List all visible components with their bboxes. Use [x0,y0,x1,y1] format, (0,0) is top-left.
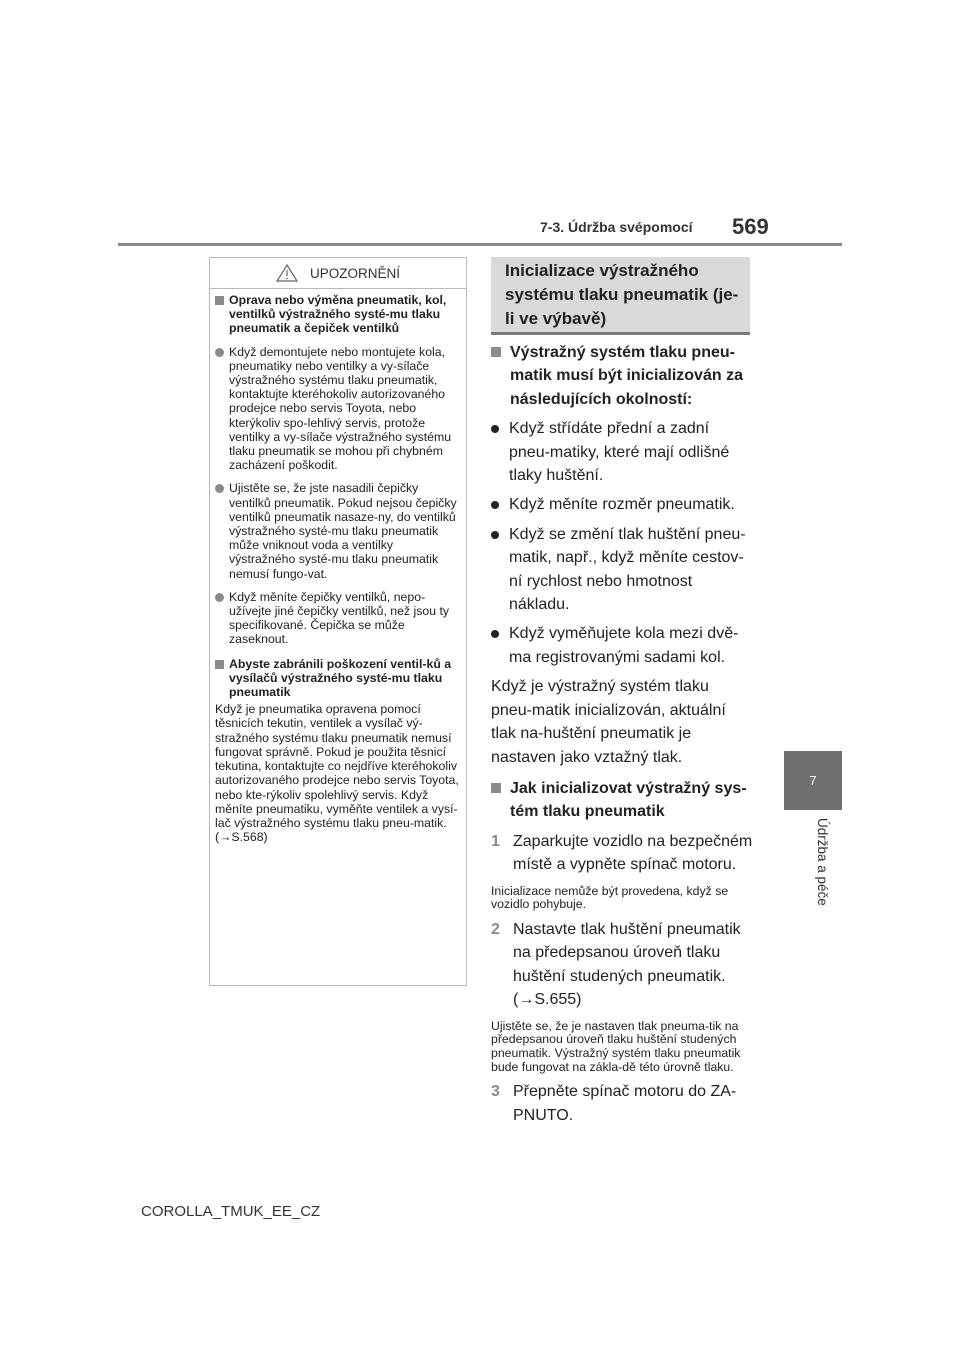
step-item: 2 Nastavte tlak huštění pneumatik na předepsanou úroveň tlaku huštění studených pneumatik. (→S.655) [491,918,753,1012]
step-item: 1 Zaparkujte vozidlo na bezpečném místě a vypněte spínač motoru. [491,830,753,877]
warning-triangle-icon [276,264,298,282]
section-heading: Inicializace výstražného systému tlaku pneumatik (je-li ve výbavě) [491,257,750,335]
chapter-number: 7 [809,773,817,788]
step-number: 1 [491,832,500,850]
circle-bullet-icon [215,348,224,357]
list-item: Když měníte rozměr pneumatik. [491,493,753,516]
warning-bullet: Když měníte čepičky ventilků, nepo-užívejte jiné čepičky ventilků, než jsou ty specifikované. Čepička se může zaseknout. [215,590,462,647]
step-item: 3 Přepněte spínač motoru do ZA-PNUTO. [491,1080,753,1127]
warning-bullet: Když demontujete nebo montujete kola, pneumatiky nebo ventilky a vy-sílače výstražného systému tlaku pneumatik, kontaktujte kteréhokoliv autorizovaného prodejce nebo servis Toyota, nebo kterýkoliv spo-lehlivý servis, protože ventilky a vy-sílače výstražného systému tlaku pneumatik se mohou při chybném zacházení poškodit. [215,345,462,473]
warning-title: UPOZORNĚNÍ [309,265,400,281]
circle-bullet-icon [491,531,499,539]
warning-header [210,258,466,289]
circle-bullet-icon [491,425,499,433]
square-bullet-icon [491,347,501,357]
warning-body [210,293,466,844]
warning-paragraph: Když je pneumatika opravena pomocí těsnicích tekutin, ventilek a vysílač vý-stražného systému tlaku pneumatik nemusí fungovat správně. Pokud je použita těsnicí tekutina, kontaktujte co nejdříve kteréhokoliv autorizovaného prodejce nebo servis Toyota, nebo kte-rýkoliv spolehlivý servis. Když měníte pneumatiku, vyměňte ventilek a vysí-lač výstražného systému tlaku pneu-matik. (→S.568) [215,702,459,845]
square-bullet-icon [215,660,224,669]
circle-bullet-icon [491,501,499,509]
note: Ujistěte se, že je nastaven tlak pneuma-tik na předepsanou úroveň tlaku huštění studených pneumatik. Výstražný systém tlaku pneumatik bude fungovat na zákla-dě této úrovně tlaku. [491,1018,741,1074]
circle-bullet-icon [491,630,499,638]
step-number: 3 [491,1083,500,1101]
square-bullet-icon [491,783,501,793]
square-bullet-icon [215,296,224,305]
warning-box [209,257,467,986]
subheading: Výstražný systém tlaku pneu-matik musí být inicializován za následujících okolností: [491,341,753,411]
subheading: Jak inicializovat výstražný sys-tém tlaku pneumatik [491,777,753,824]
note: Inicializace nemůže být provedena, když se vozidlo pohybuje. [491,883,729,912]
chapter-tab[interactable] [784,751,842,810]
list-item: Když střídáte přední a zadní pneu-matiky, které mají odlišné tlaky huštění. [491,417,753,487]
page-number: 569 [732,214,769,239]
warning-heading: Abyste zabránili poškození ventil-ků a vysílačů výstražného systé-mu tlaku pneumatik [215,657,462,700]
circle-bullet-icon [215,484,224,493]
paragraph: Když je výstražný systém tlaku pneu-matik inicializován, aktuální tlak na-huštění pneumatik je nastaven jako vztažný tlak. [491,678,726,766]
list-item: Když vyměňujete kola mezi dvě-ma registrovanými sadami kol. [491,622,753,669]
step-number: 2 [491,920,500,938]
chapter-label: Údržba a péče [815,818,830,906]
header-divider [118,243,842,246]
main-content [491,341,753,1127]
warning-heading: Oprava nebo výměna pneumatik, kol, ventilků výstražného systé-mu tlaku pneumatik a čepiček ventilků [215,293,462,336]
circle-bullet-icon [215,593,224,602]
section-label: 7-3. Údržba svépomocí [540,219,693,235]
document-code: COROLLA_TMUK_EE_CZ [141,1203,321,1220]
warning-bullet: Ujistěte se, že jste nasadili čepičky ventilků pneumatik. Pokud nejsou čepičky ventilků pneumatik nasaze-ny, do ventilků výstražného systé-mu tlaku pneumatik může vniknout voda a ventilky výstražného systé-mu tlaku pneumatik nemusí fungo-vat. [215,481,462,580]
list-item: Když se změní tlak huštění pneu-matik, např., když měníte cestov-ní rychlost nebo hmotnost nákladu. [491,523,753,617]
